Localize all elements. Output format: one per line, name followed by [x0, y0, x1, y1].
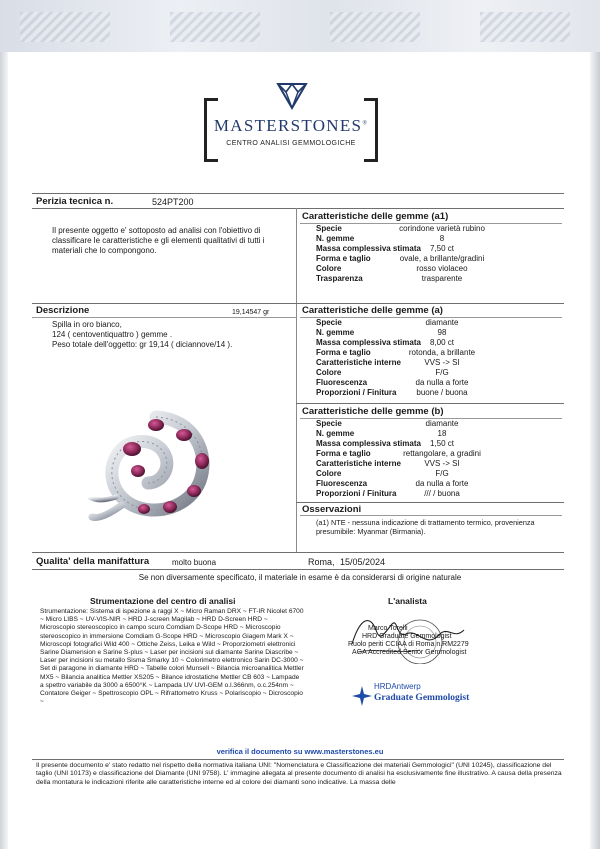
brand-name: MASTERSTONES® — [213, 116, 369, 135]
description-line: Spilla in oro bianco, — [52, 320, 122, 329]
analyst-name: Marco Torelli — [368, 625, 408, 632]
hrd-antwerp-logo — [352, 682, 482, 710]
spec-value: da nulla a forte — [415, 479, 469, 488]
natural-origin-disclaimer: Se non diversamente specificato, il materiale in esame è da considerarsi di origine naturale — [138, 573, 462, 582]
spec-value: rosso violaceo — [416, 264, 468, 273]
spec-value: 8,00 ct — [429, 338, 454, 347]
divider — [32, 193, 564, 194]
spec-value: 7,50 ct — [429, 244, 454, 253]
observations-line: (a1) NTE - nessuna indicazione di trattamento termico, provenienza — [316, 518, 535, 527]
gems-a-title: Caratteristiche delle gemme (a) — [302, 305, 443, 316]
divider — [32, 569, 564, 570]
spec-row — [316, 459, 576, 469]
spec-key: N. gemme — [316, 429, 355, 438]
spec-row — [316, 338, 576, 348]
spec-key: Forma e taglio — [316, 348, 371, 357]
hrd-logo-bottom: Graduate Gemmologist — [374, 693, 470, 703]
description-label: Descrizione — [36, 305, 90, 316]
spec-row — [316, 378, 576, 388]
gems-b-title: Caratteristiche delle gemme (b) — [302, 406, 444, 417]
spec-row — [316, 244, 576, 254]
spec-row — [316, 489, 576, 499]
column-divider — [296, 208, 297, 552]
verify-link[interactable]: verifica il documento su www.masterstones.eu — [216, 747, 384, 756]
spec-key: N. gemme — [316, 328, 355, 337]
spec-row — [316, 388, 576, 398]
report-number: 524PT200 — [152, 197, 194, 207]
spec-key: Caratteristiche interne — [316, 459, 401, 468]
instruments-text: Strumentazione: Sistema di ispezione a raggi X ~ Micro Raman DRX ~ FT-IR Nicolet 6700 ~ Micro LIBS ~ UV-VIS-NIR ~ HRD J-screen Magilab ~ HRD D-Screen HRD ~ Microscopio stereoscopico in campo scuro Comdiam D-Scope HRD ~ Microscopio stereoscopico in immersione Comdiam G-Scope HRD ~ Microscopio Giagem Mark X ~ Microscopi fotografici Wild 400 ~ Ottiche Zeiss, Leika e Wild ~ Proporziometri elettronici Sarine Diamension e Sarine S-plus ~ Laser per incisioni sul diamante Sarine Diascribe ~ Laser per incisioni su metallo Sisma Smarky 10 ~ Colorimetro elettronico Sarin DC-3000 ~ Set di paragone in diamante HRD ~ Tabelle colori Munsell ~ Bilancia microanalitica Mettler MX5 ~ Bilancia analitica Mettler XS205 ~ Bilance idrostatiche Mettler CB 603 ~ Lampade a spettro variabile da 3000 a 6500°K ~ Lampada UV UVI-GEM o.l.366nm, o.c.254nm ~ Contatore Geiger ~ Spettroscopio OPL ~ Rifrattometro Kruss ~ Polariscopio ~ Dicroscopio ~ — [40, 608, 304, 706]
date: 15/05/2024 — [340, 557, 386, 567]
spec-value: buone / buona — [416, 388, 468, 397]
spec-row — [316, 274, 576, 284]
spec-value: VVS -> SI — [424, 459, 460, 468]
description-weight: 19,14547 gr — [232, 309, 270, 316]
spec-value: 18 — [437, 429, 447, 438]
spec-value: F/G — [435, 368, 449, 377]
spec-key: Forma e taglio — [316, 254, 371, 263]
description-line: Peso totale dell'oggetto: gr 19,14 ( diciannove/14 ). — [52, 340, 233, 349]
spec-value: 98 — [437, 328, 447, 337]
spec-value: VVS -> SI — [424, 358, 460, 367]
analyst-credential: Ruolo periti CCIAA di Roma n.RM2279 — [348, 641, 469, 648]
observations-line: presumibile: Myanmar (Birmania). — [316, 527, 426, 536]
spec-row — [316, 419, 576, 429]
hrd-logo-top: HRDAntwerp — [374, 682, 421, 691]
page-edge-left — [0, 52, 8, 849]
spec-row — [316, 348, 576, 358]
divider — [300, 515, 562, 516]
divider — [32, 552, 564, 553]
spec-key: Fluorescenza — [316, 479, 368, 488]
spec-key: Fluorescenza — [316, 378, 368, 387]
spec-key: Specie — [316, 318, 342, 327]
spec-value: diamante — [425, 318, 459, 327]
spec-key: Colore — [316, 264, 342, 273]
spec-row — [316, 439, 576, 449]
spec-row — [316, 358, 576, 368]
spec-row — [316, 328, 576, 338]
spec-key: Trasparenza — [316, 274, 363, 283]
spec-value: /// / buona — [424, 489, 460, 498]
spec-value: ovale, a brillante/gradini — [399, 254, 485, 263]
gems-a1-title: Caratteristiche delle gemme (a1) — [302, 211, 449, 222]
analyst-title: L'analista — [388, 596, 427, 606]
spec-key: Proporzioni / Finitura — [316, 489, 397, 498]
divider — [32, 208, 564, 209]
spec-key: Massa complessiva stimata — [316, 439, 421, 448]
brand-subtitle: CENTRO ANALISI GEMMOLOGICHE — [226, 140, 356, 147]
star-icon — [352, 686, 372, 706]
instruments-title: Strumentazione del centro di analisi — [90, 596, 236, 606]
divider — [296, 303, 564, 304]
report-intro: Il presente oggetto e' sottoposto ad analisi con l'obiettivo di classificare le caratteristiche e gli elementi qualitativi di tutti i materiali che lo compongono. — [52, 226, 265, 255]
spec-key: Massa complessiva stimata — [316, 338, 421, 347]
spec-row — [316, 368, 576, 378]
analyst-credential: HRD Graduate Gemmologist — [362, 633, 452, 640]
divider — [296, 403, 564, 404]
header-strip — [0, 0, 600, 52]
spec-key: Caratteristiche interne — [316, 358, 401, 367]
legal-footer: Il presente documento e' stato redatto nel rispetto della normativa italiana UNI: "Nomenclatura e Classificazione dei materiali Gemmologici" (UNI 10245), classificazione del taglio (UNI 10173) e classificazione del Diamante (UNI 9758). L' immagine allegata al presente documento di analisi ha esclusivamente fine illustrativo. A causa della presenza della montatura le indicazioni riferite alle caratteristiche interne ed al colore dei diamanti sono indicative. La massa delle — [36, 762, 562, 786]
spec-value: rotonda, a brillante — [408, 348, 476, 357]
spec-row — [316, 224, 576, 234]
quality-value: molto buona — [172, 558, 217, 567]
page-edge-right — [590, 52, 600, 849]
spec-value: da nulla a forte — [415, 378, 469, 387]
spec-row — [316, 469, 576, 479]
spec-row — [316, 318, 576, 328]
divider — [32, 317, 296, 318]
spec-value: 8 — [439, 234, 445, 243]
quality-label: Qualita' della manifattura — [36, 556, 150, 567]
divider — [32, 759, 564, 760]
spec-row — [316, 264, 576, 274]
analyst-credential: AGA Accredited Senior Gemmologist — [352, 649, 467, 656]
divider — [32, 303, 296, 304]
spec-value: corindone varietà rubino — [399, 224, 485, 233]
spec-key: Colore — [316, 469, 342, 478]
description-line: 124 ( centoventiquattro ) gemme . — [52, 330, 173, 339]
spec-row — [316, 254, 576, 264]
spec-row — [316, 449, 576, 459]
spec-key: Specie — [316, 224, 342, 233]
spec-value: diamante — [425, 419, 459, 428]
place: Roma, — [308, 557, 335, 567]
spec-key: N. gemme — [316, 234, 355, 243]
divider — [296, 502, 564, 503]
spec-key: Specie — [316, 419, 342, 428]
spec-row — [316, 234, 576, 244]
spec-key: Colore — [316, 368, 342, 377]
spec-row — [316, 479, 576, 489]
spec-value: trasparente — [421, 274, 463, 283]
spec-value: rettangolare, a gradini — [403, 449, 481, 458]
spec-key: Proporzioni / Finitura — [316, 388, 397, 397]
spec-value: 1,50 ct — [429, 439, 454, 448]
report-label: Perizia tecnica n. — [36, 196, 114, 207]
observations-label: Osservazioni — [302, 504, 362, 515]
brooch-photo — [86, 405, 222, 525]
spec-value: F/G — [435, 469, 449, 478]
spec-key: Massa complessiva stimata — [316, 244, 421, 253]
spec-row — [316, 429, 576, 439]
spec-key: Forma e taglio — [316, 449, 371, 458]
